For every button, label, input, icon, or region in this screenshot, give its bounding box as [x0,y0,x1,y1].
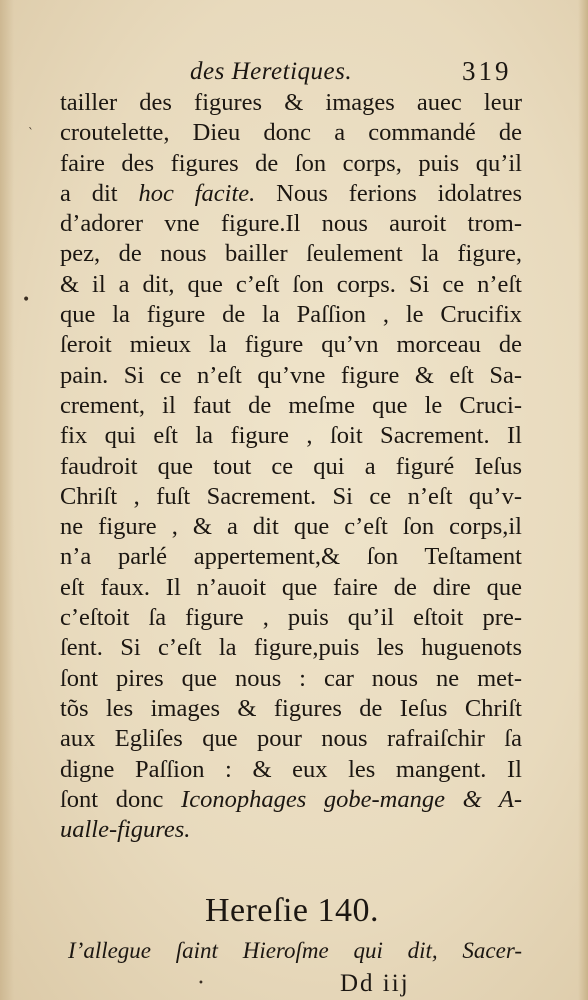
text-line: ne figure , & a dit que c’eſt ſon corps,il [60,513,522,541]
page-edge-left [0,0,14,1000]
section-heading [0,892,588,930]
page-number: 319 [462,56,512,86]
text-line: digne Paſſion : & eux les mangent. Il [60,755,522,783]
text-line: tõs les images & figures de Ieſus Chriſt [60,694,522,722]
heading-text: Hereſie 140. [204,892,380,929]
text-line: que la figure de la Paſſion , le Crucifix [60,301,522,329]
text-line: ſeroit mieux la figure qu’vn morceau de [60,331,522,359]
text-line: fix qui eſt la figure , ſoit Sacrement. Il [60,422,522,450]
text-segment: ſont donc [60,785,164,813]
text-line: c’eſtoit ſa figure , puis qu’il eſtoit pre- [60,604,522,632]
text-line: pain. Si ce n’eſt qu’vne figure & eſt Sa- [60,361,522,389]
text-line: & il a dit, que c’eſt ſon corps. Si ce n’eſt [60,270,522,298]
text-line: d’adorer vne figure.Il nous auroit trom- [60,210,522,238]
italic-phrase: hoc facite. [138,179,256,207]
running-head-title: des Heretiques. [190,58,353,85]
text-line: pez, de nous bailler ſeulement la figure, [60,240,522,268]
text-line: faudroit que tout ce qui a figuré Ieſus [60,452,522,480]
text-segment: a dit [60,179,118,207]
italic-phrase: Iconophages gobe-mange & A- [181,785,523,813]
text-line: crement, il faut de meſme que le Cruci- [60,391,522,419]
text-line: aux Egliſes que pour nous rafraiſchir ſa [60,725,522,753]
ink-speck: • [198,978,204,989]
running-head [0,56,588,92]
text-line: croutelette, Dieu donc a commandé de [60,119,522,147]
text-line: faire des figures de ſon corps, puis qu’il [60,149,522,177]
text-line: n’a parlé appertement,& ſon Teſtament [60,543,522,571]
ink-speck: ˋ [28,126,34,140]
text-line: ſont pires que nous : car nous ne met- [60,664,522,692]
text-line [60,179,522,209]
continuation-line: I’allegue ſaint Hieroſme qui dit, Sacer- [68,938,522,963]
text-line: Chriſt , fuſt Sacrement. Si ce n’eſt qu’v- [60,482,522,510]
text-line: ſent. Si c’eſt la figure,puis les huguenots [60,634,522,662]
ink-speck: • [22,292,31,308]
text-segment: Nous ferions idolatres [276,179,523,207]
signature-mark: Dd iij [340,970,410,997]
text-line [60,785,522,815]
body-text [60,88,522,845]
page-edge-right [578,0,588,1000]
text-line: ualle-figures. [60,816,191,844]
text-line: tailler des figures & images auec leur [60,89,522,116]
text-line: eſt faux. Il n’auoit que faire de dire que [60,573,522,601]
